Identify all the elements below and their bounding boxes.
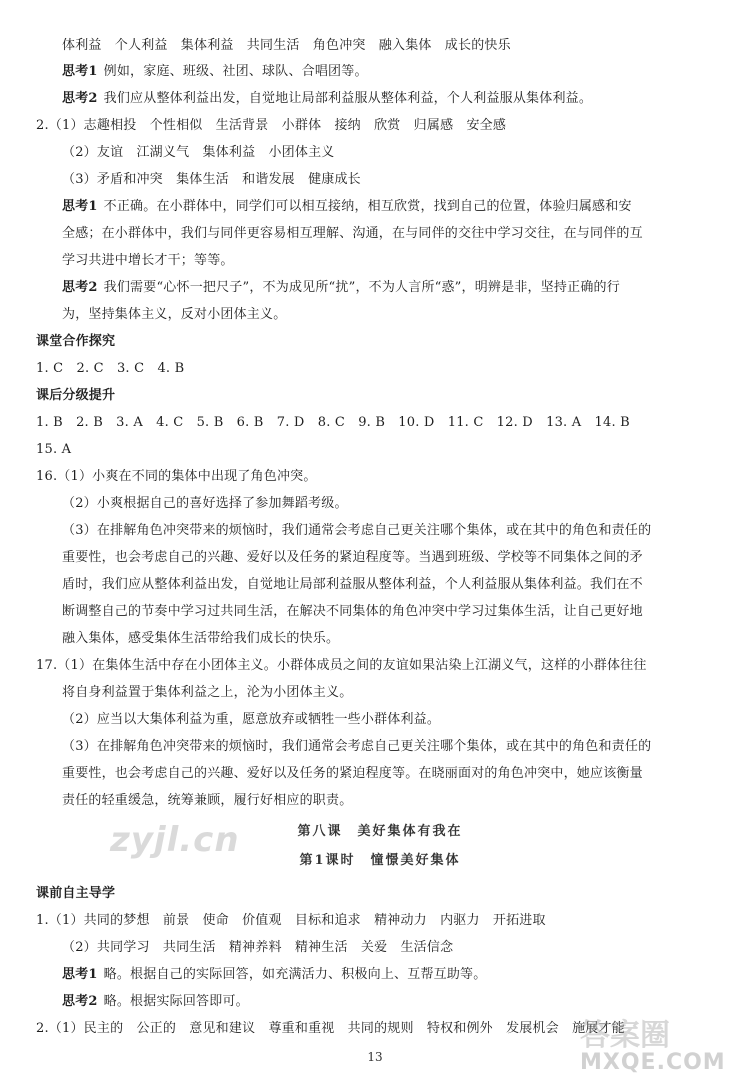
line-text: 为，坚持集体主义，反对小团体主义。 — [62, 307, 287, 322]
line-text: 不正确。在小群体中，同学们可以相互接纳，相互欣赏，找到自己的位置，体验归属感和安 — [103, 199, 632, 214]
line-text: （2）友谊 江湖义气 集体利益 小团体主义 — [62, 145, 335, 160]
line-text: 1. B 2. B 3. A 4. C 5. B 6. B 7. D 8. C 9. B 10. D 11. C 12. D 13. A 14. B — [36, 415, 630, 430]
think-label: 思考2 — [62, 280, 98, 295]
line-text: 学习共进中增长才干；等等。 — [62, 253, 234, 268]
line-text: 2.（1）志趣相投 个性相似 生活背景 小群体 接纳 欣赏 归属感 安全感 — [36, 118, 507, 133]
line-text: 我们应从整体利益出发，自觉地让局部利益服从整体利益，个人利益服从集体利益。 — [103, 91, 593, 106]
text-line — [62, 89, 750, 109]
line-text: 重要性，也会考虑自己的兴趣、爱好以及任务的紧迫程度等。在晓丽面对的角色冲突中，她应该衡量 — [62, 766, 643, 781]
text-line — [62, 521, 750, 541]
watermark-cn-text: 答案圈 — [580, 1018, 670, 1053]
line-text: 全感；在小群体中，我们与同伴更容易相互理解、沟通，在与同伴的交往中学习交往，在与同伴的互 — [62, 226, 643, 241]
text-line — [36, 467, 750, 487]
text-line — [62, 938, 750, 958]
line-text: 16.（1）小爽在不同的集体中出现了角色冲突。 — [36, 469, 317, 484]
line-text: （2）小爽根据自己的喜好选择了参加舞蹈考级。 — [62, 496, 348, 511]
line-text: 17.（1）在集体生活中存在小团体主义。小群体成员之间的友谊如果沾染上江湖义气，这样的小群体往往 — [36, 658, 647, 673]
text-line — [62, 224, 750, 244]
line-text: 略。根据自己的实际回答，如充满活力、积极向上、互帮互助等。 — [103, 967, 487, 982]
line-text: 第八课 美好集体有我在 — [297, 824, 463, 839]
line-text: 融入集体，感受集体生活带给我们成长的快乐。 — [62, 631, 340, 646]
text-line — [62, 710, 750, 730]
text-line — [62, 251, 750, 271]
line-text: 略。根据实际回答即可。 — [103, 994, 249, 1009]
line-text: 课前自主导学 — [36, 886, 116, 901]
watermark-en-text: MXQE.COM — [580, 1050, 726, 1075]
line-text: （3）在排解角色冲突带来的烦恼时，我们通常会考虑自己更关注哪个集体，或在其中的角色和责任的 — [62, 523, 652, 538]
think-label: 思考2 — [62, 91, 98, 106]
text-line — [62, 764, 750, 784]
watermark-zyjl: zyjl.cn — [110, 820, 240, 860]
line-text: 断调整自己的节奏中学习过共同生活，在解决不同集体的角色冲突中学习过集体生活，让自己更好地 — [62, 604, 643, 619]
text-line — [36, 440, 750, 460]
text-line — [36, 413, 750, 433]
line-text: 重要性，也会考虑自己的兴趣、爱好以及任务的紧迫程度等。当遇到班级、学校等不同集体之间的矛 — [62, 550, 643, 565]
section-heading — [36, 386, 750, 406]
text-line — [36, 359, 750, 379]
think-label: 思考1 — [62, 64, 98, 79]
text-line — [62, 737, 750, 757]
text-line — [36, 116, 750, 136]
line-text: 体利益 个人利益 集体利益 共同生活 角色冲突 融入集体 成长的快乐 — [62, 38, 511, 53]
text-line — [62, 683, 750, 703]
line-text: 1. C 2. C 3. C 4. B — [36, 361, 185, 376]
line-text: 课后分级提升 — [36, 388, 116, 403]
text-line — [62, 548, 750, 568]
text-line — [62, 143, 750, 163]
line-text: 1.（1）共同的梦想 前景 使命 价值观 目标和追求 精神动力 内驱力 开拓进取 — [36, 913, 546, 928]
line-text: 盾时，我们应从整体利益出发，自觉地让局部利益服从整体利益，个人利益服从集体利益。我们在不 — [62, 577, 643, 592]
line-text: （3）在排解角色冲突带来的烦恼时，我们通常会考虑自己更关注哪个集体，或在其中的角色和责任的 — [62, 739, 652, 754]
text-line — [62, 36, 750, 56]
think-label: 思考2 — [62, 994, 98, 1009]
line-text: 2.（1）民主的 公正的 意见和建议 尊重和重视 共同的规则 特权和例外 发展机会 施展才能 — [36, 1021, 625, 1036]
text-line — [62, 494, 750, 514]
section-heading — [36, 884, 750, 904]
line-text: 课堂合作探究 — [36, 334, 116, 349]
line-text: 15. A — [36, 442, 72, 457]
think-label: 思考1 — [62, 967, 98, 982]
text-line — [62, 305, 750, 325]
text-line — [36, 911, 750, 931]
line-text: （3）矛盾和冲突 集体生活 和谐发展 健康成长 — [62, 172, 361, 187]
text-line — [36, 656, 750, 676]
line-text: 第1课时 憧憬美好集体 — [299, 853, 461, 868]
line-text: 将自身利益置于集体利益之上，沦为小团体主义。 — [62, 685, 353, 700]
text-line — [62, 629, 750, 649]
line-text: 例如，家庭、班级、社团、球队、合唱团等。 — [103, 64, 368, 79]
text-line — [62, 965, 750, 985]
text-line — [62, 170, 750, 190]
think-label: 思考1 — [62, 199, 98, 214]
line-text: 我们需要“心怀一把尺子”，不为成见所“扰”，不为人言所“惑”，明辨是非，坚持正确的行 — [103, 280, 620, 295]
line-text: （2）应当以大集体利益为重，愿意放弃或牺牲一些小群体利益。 — [62, 712, 441, 727]
text-line — [62, 602, 750, 622]
text-line — [62, 62, 750, 82]
line-text: 责任的轻重缓急，统筹兼顾，履行好相应的职责。 — [62, 793, 353, 808]
text-line — [62, 992, 750, 1012]
watermark-mxqe — [580, 1010, 740, 1080]
text-line — [62, 791, 750, 811]
text-line — [62, 278, 750, 298]
line-text: （2）共同学习 共同生活 精神养料 精神生活 关爱 生活信念 — [62, 940, 454, 955]
page-number: 13 — [367, 1050, 383, 1064]
text-line — [62, 575, 750, 595]
section-heading — [36, 332, 750, 352]
text-line — [62, 197, 750, 217]
